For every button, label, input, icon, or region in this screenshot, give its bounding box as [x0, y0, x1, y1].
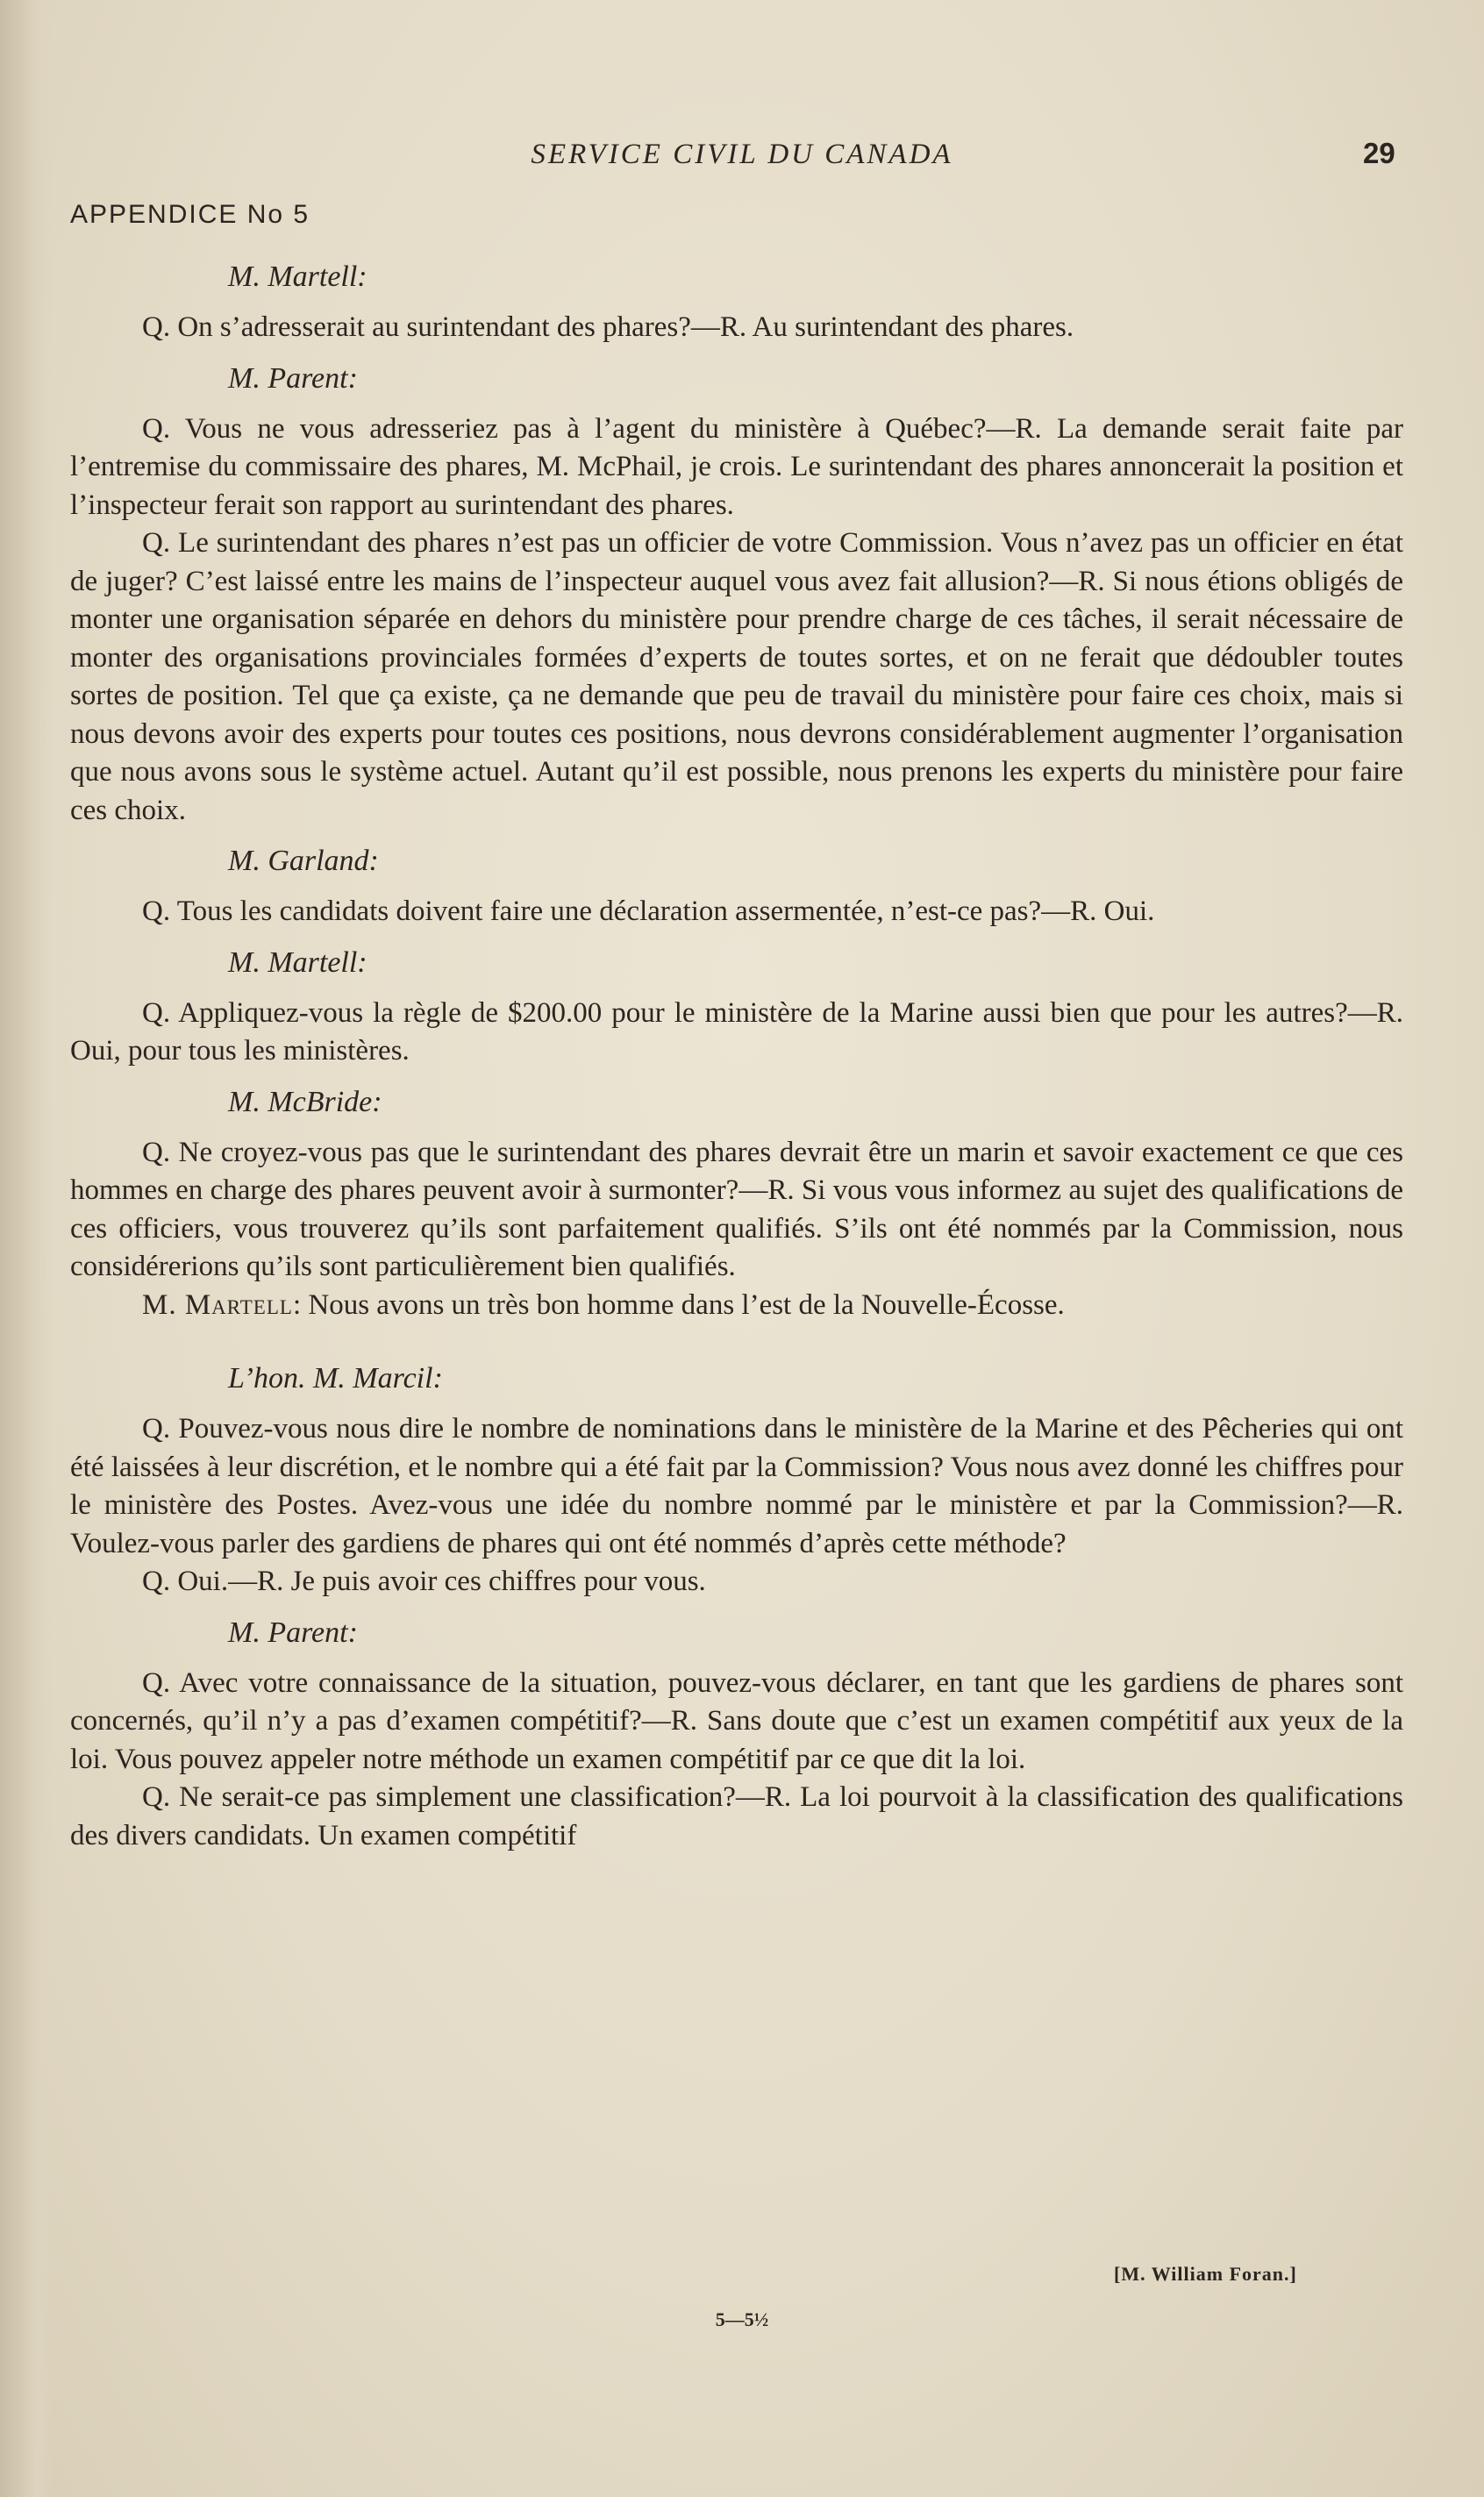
speaker-name: L’hon. M. Marcil: — [228, 1362, 443, 1395]
paragraph: Q. Ne serait-ce pas simplement une classification?—R. La loi pourvoit à la classification des qualifications des divers candidats. Un examen compétitif — [70, 1781, 1403, 1851]
speaker-name: M. McBride: — [228, 1085, 382, 1118]
paragraph: Q. Le surintendant des phares n’est pas un officier de votre Commission. Vous n’avez pas un officier en état de juger? C’est laissé entre les mains de l’inspecteur auquel vous avez fait allusion?—R. Si nous étions obligés de monter une organisation séparée en dehors du ministère pour prendre charge de ces tâches, il serait nécessaire de monter des organisations provinciales formées d’experts de toutes sortes, et on ne ferait que dédoubler toutes sortes de position. Tel que ça existe, ça ne demande que peu de travail du ministère pour faire ces choix, mais si nous devons avoir des experts pour toutes ces positions, nous devrons considérablement augmenter l’organisation que nous avons sous le système actuel. Autant qu’il est possible, nous prenons les experts du ministère pour faire ces choix. — [70, 527, 1403, 826]
page-gutter — [0, 0, 53, 2497]
printer-signature-mark: 5—5½ — [715, 2308, 769, 2330]
speaker-attribution: [M. William Foran.] — [1114, 2263, 1297, 2285]
transcript-body — [70, 246, 1403, 1855]
paragraph: Q. Oui.—R. Je puis avoir ces chiffres pour vous. — [142, 1566, 706, 1597]
speaker-name: M. Martell: — [228, 260, 367, 293]
paragraph: Q. Tous les candidats doivent faire une déclaration assermentée, n’est-ce pas?—R. Oui. — [142, 895, 1155, 927]
paragraph: Q. Ne croyez-vous pas que le surintendant des phares devrait être un marin et savoir exactement ce que ces hommes en charge des phares peuvent avoir à surmonter?—R. Si vous vous informez au sujet des qualifications de ces officiers, vous trouverez qu’ils sont parfaitement qualifiés. S’ils ont été nommés par la Commission, nous considérerions qu’ils sont particulièrement bien qualifiés. — [70, 1136, 1403, 1282]
speaker-name: M. Parent: — [228, 361, 358, 395]
paragraph-inline-speaker — [70, 1287, 1403, 1325]
inline-speaker-name: M. Martell — [142, 1288, 293, 1321]
speaker-name: M. Martell: — [228, 945, 367, 979]
paragraph: Q. Appliquez-vous la règle de $200.00 pour le ministère de la Marine aussi bien que pour les autres?—R. Oui, pour tous les ministères. — [70, 996, 1403, 1067]
running-header-title: SERVICE CIVIL DU CANADA — [531, 139, 953, 170]
speaker-name: M. Parent: — [228, 1616, 358, 1649]
paragraph: Q. Avec votre connaissance de la situation, pouvez-vous déclarer, en tant que les gardiens de phares sont concernés, qu’il n’y a pas d’examen compétitif?—R. Sans doute que c’est un examen compétitif aux yeux de la loi. Vous pouvez appeler notre méthode un examen compétitif par ce que dit la loi. — [70, 1666, 1403, 1775]
speaker-name: M. Garland: — [228, 845, 379, 877]
paragraph: Q. On s’adresserait au surintendant des phares?—R. Au surintendant des phares. — [142, 311, 1074, 343]
appendix-label: APPENDICE No 5 — [70, 200, 310, 229]
paragraph: Q. Vous ne vous adresseriez pas à l’agent du ministère à Québec?—R. La demande serait faite par l’entremise du commissaire des phares, M. McPhail, je crois. Le surintendant des phares annoncerait la position et l’inspecteur ferait son rapport au surintendant des phares. — [70, 412, 1403, 521]
page-number: 29 — [1363, 137, 1395, 169]
inline-speaker-text: : Nous avons un très bon homme dans l’est de la Nouvelle-Écosse. — [292, 1288, 1065, 1321]
paragraph: Q. Pouvez-vous nous dire le nombre de nominations dans le ministère de la Marine et des Pêcheries qui ont été laissées à leur discrétion, et le nombre qui a été fait par la Commission? Vous nous avez donné les chiffres pour le ministère des Postes. Avez-vous une idée du nombre nommé par le ministère et par la Commission?—R. Voulez-vous parler des gardiens de phares qui ont été nommés d’après cette méthode? — [70, 1413, 1403, 1559]
